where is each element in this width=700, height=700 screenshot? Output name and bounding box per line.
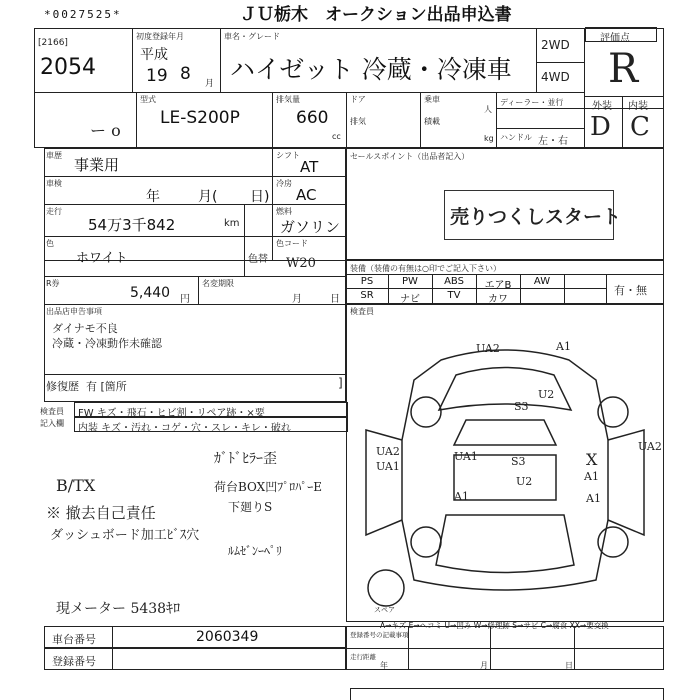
inspector-label: 検査員 bbox=[350, 307, 374, 316]
wheel-rear-right bbox=[598, 527, 628, 557]
interior-rating: C bbox=[630, 112, 650, 142]
equip-aw: AW bbox=[533, 276, 551, 287]
mark-11: X bbox=[586, 450, 598, 469]
mark-4: U2 bbox=[538, 388, 555, 401]
mark-3: S3 bbox=[514, 400, 529, 413]
remark-6: ダッシュボード加工ﾋﾞｽ穴 bbox=[50, 528, 200, 543]
usage-value: 事業用 bbox=[74, 156, 120, 174]
remark-4: ※ 撤去自己責任 bbox=[46, 504, 156, 522]
repair-value: 有 [箇所 bbox=[86, 380, 127, 393]
mark-14: UA1 bbox=[376, 460, 400, 473]
handle-value: 左・右 bbox=[538, 136, 568, 147]
first-reg-label: 初度登録年月 bbox=[136, 32, 184, 41]
inspection-label: 車検 bbox=[46, 179, 62, 188]
car-outline bbox=[402, 350, 608, 590]
first-reg-month-unit: 月 bbox=[205, 79, 215, 89]
color-value: ホワイト bbox=[76, 251, 128, 266]
drive-4wd: 4WD bbox=[541, 70, 570, 84]
inspection-month-unit: 月( bbox=[198, 189, 218, 205]
remark-2: B/TX bbox=[56, 476, 96, 495]
notes-line2: 冷蔵・冷凍動作未確認 bbox=[52, 337, 162, 350]
recycle-label: R券 bbox=[46, 279, 60, 288]
overall-rating: R bbox=[608, 46, 639, 92]
equip-leather: カワ bbox=[488, 294, 508, 305]
mileage-value: 54万3千842 bbox=[88, 216, 176, 234]
lot-bracket: [2166] bbox=[38, 38, 68, 48]
door-label: ドア bbox=[350, 95, 366, 104]
load-unit: kg bbox=[484, 134, 494, 143]
mark-1: UA2 bbox=[476, 342, 500, 355]
damage-legend: A→キズ E→ヘコミ U→凹み W→修理跡 S→サビ C→腐食 XX→要交換 bbox=[380, 621, 609, 630]
equip-ps: PS bbox=[360, 276, 374, 287]
equip-sr: SR bbox=[360, 290, 374, 301]
equip-airbag: エアB bbox=[484, 280, 512, 291]
equip-yesno: 有・無 bbox=[614, 284, 647, 297]
equipment-label: 装備（装備の有無は○印でご記入下さい） bbox=[350, 264, 501, 273]
displacement-unit: cc bbox=[332, 132, 341, 141]
bottom-label-1: 登録番号の記載事項 bbox=[350, 631, 409, 639]
marks-label2: 記入欄 bbox=[40, 419, 64, 428]
dealer-label: ディーラー・並行 bbox=[500, 98, 564, 107]
equip-tv: TV bbox=[447, 290, 461, 301]
mark-8: U2 bbox=[516, 475, 533, 488]
recycle-unit: 円 bbox=[180, 294, 190, 305]
registration-label: 登録番号 bbox=[52, 655, 96, 668]
fuel-value: ガソリン bbox=[280, 218, 341, 236]
model-value: LE-S200P bbox=[160, 108, 240, 128]
shift-label: シフト bbox=[276, 151, 300, 160]
mark-13: UA2 bbox=[376, 445, 400, 458]
spare-tire bbox=[368, 570, 404, 606]
chassis-value: 2060349 bbox=[196, 629, 259, 645]
mark-9: A1 bbox=[454, 490, 469, 503]
usage-label: 車歴 bbox=[46, 151, 62, 160]
lot-number: 2054 bbox=[40, 55, 96, 80]
equip-navi: ナビ bbox=[400, 294, 420, 305]
displacement-value: 660 bbox=[296, 108, 329, 128]
displacement-label: 排気量 bbox=[276, 95, 300, 104]
bottom-label-3: 年 bbox=[380, 661, 388, 670]
wheel-front-left bbox=[411, 397, 441, 427]
bottom-label-5: 日 bbox=[565, 661, 573, 670]
remark-3: 荷台BOX凹ﾌﾟﾛﾊﾟｰE bbox=[214, 480, 322, 494]
mark-12: A1 bbox=[586, 492, 601, 505]
car-name-label: 車名・グレード bbox=[224, 32, 280, 41]
mark-7: S3 bbox=[511, 455, 526, 468]
exterior-rating: D bbox=[590, 112, 611, 142]
mileage-label: 走行 bbox=[46, 207, 62, 216]
marks-label1: 検査員 bbox=[40, 407, 64, 416]
car-rear bbox=[436, 515, 574, 573]
mileage-unit: km bbox=[224, 218, 240, 229]
bottom-label-4: 月 bbox=[480, 661, 488, 670]
color-code-label: 色コード bbox=[276, 239, 308, 248]
shift-value: AT bbox=[300, 158, 319, 176]
first-reg-year: 19 bbox=[146, 66, 168, 86]
model-mark: ー o bbox=[90, 121, 121, 140]
load-label: 積載 bbox=[424, 117, 440, 126]
notes-label: 出品店申告事項 bbox=[46, 307, 102, 316]
rating-header-label: 評価点 bbox=[600, 33, 630, 44]
bottom-label-2: 走行距離 bbox=[350, 653, 376, 661]
name-change-label: 名変期限 bbox=[202, 279, 234, 288]
mark-6: UA1 bbox=[454, 450, 478, 463]
interior-label: 内装 bbox=[628, 101, 648, 112]
sales-point-label: セールスポイント（出品者記入） bbox=[350, 152, 470, 161]
barcode-code: *0027525* bbox=[44, 8, 122, 21]
name-change-day: 日 bbox=[330, 294, 340, 305]
remark-7: ﾙﾑｾﾞﾝｰﾍﾟﾘ bbox=[228, 544, 283, 558]
sales-stamp-text: 売りつくしスタート bbox=[450, 206, 622, 228]
drive-2wd: 2WD bbox=[541, 38, 570, 52]
repair-close: ] bbox=[338, 376, 343, 390]
notes-line1: ダイナモ不良 bbox=[52, 322, 118, 335]
footer-strip bbox=[350, 688, 664, 700]
remark-8: 現メーター 5438ｷﾛ bbox=[56, 601, 181, 617]
misc-label-1: 排気 bbox=[350, 117, 366, 126]
model-label: 型式 bbox=[140, 95, 156, 104]
spare-label: スペア bbox=[374, 606, 395, 614]
capacity-label: 乗車 bbox=[424, 95, 440, 104]
mark-10: A1 bbox=[584, 470, 599, 483]
inspection-year-unit: 年 bbox=[146, 189, 160, 205]
remark-5: 下廻りS bbox=[228, 500, 273, 514]
mark-5: UA2 bbox=[638, 440, 662, 453]
recycle-value: 5,440 bbox=[130, 285, 171, 301]
wheel-rear-left bbox=[411, 527, 441, 557]
inspection-day-unit: 日) bbox=[250, 189, 270, 205]
form-title: ＪＵ栃木 オークション出品申込書 bbox=[240, 5, 512, 25]
mark-2: A1 bbox=[556, 340, 571, 353]
first-reg-month: 8 bbox=[180, 64, 191, 84]
first-reg-era: 平成 bbox=[140, 47, 168, 63]
car-name-value: ハイゼット 冷蔵・冷凍車 bbox=[230, 55, 512, 84]
marks-row2-text: 内装 キズ・汚れ・コゲ・穴・スレ・キレ・破れ bbox=[78, 423, 291, 434]
aircon-value: AC bbox=[296, 186, 317, 204]
equip-pw: PW bbox=[402, 276, 418, 287]
marks-row1-text: FW キズ・飛石・ヒビ割・リペア跡・×要 bbox=[78, 408, 265, 419]
equip-abs: ABS bbox=[444, 276, 464, 287]
fuel-label: 燃料 bbox=[276, 207, 292, 216]
repair-label: 修復歴 bbox=[46, 380, 79, 393]
vehicle-damage-diagram bbox=[346, 330, 664, 620]
remark-1: ｶﾞﾄﾞﾋﾗｰ歪 bbox=[214, 451, 277, 467]
color-code-value: W20 bbox=[286, 256, 316, 271]
repaint-label: 色替 bbox=[248, 254, 268, 265]
exterior-label: 外装 bbox=[592, 101, 612, 112]
name-change-month: 月 bbox=[292, 294, 302, 305]
chassis-label: 車台番号 bbox=[52, 633, 96, 646]
capacity-unit: 人 bbox=[484, 105, 492, 114]
handle-label: ハンドル bbox=[500, 133, 532, 142]
car-windshield bbox=[454, 420, 556, 445]
color-label: 色 bbox=[46, 239, 54, 248]
aircon-label: 冷房 bbox=[276, 179, 292, 188]
